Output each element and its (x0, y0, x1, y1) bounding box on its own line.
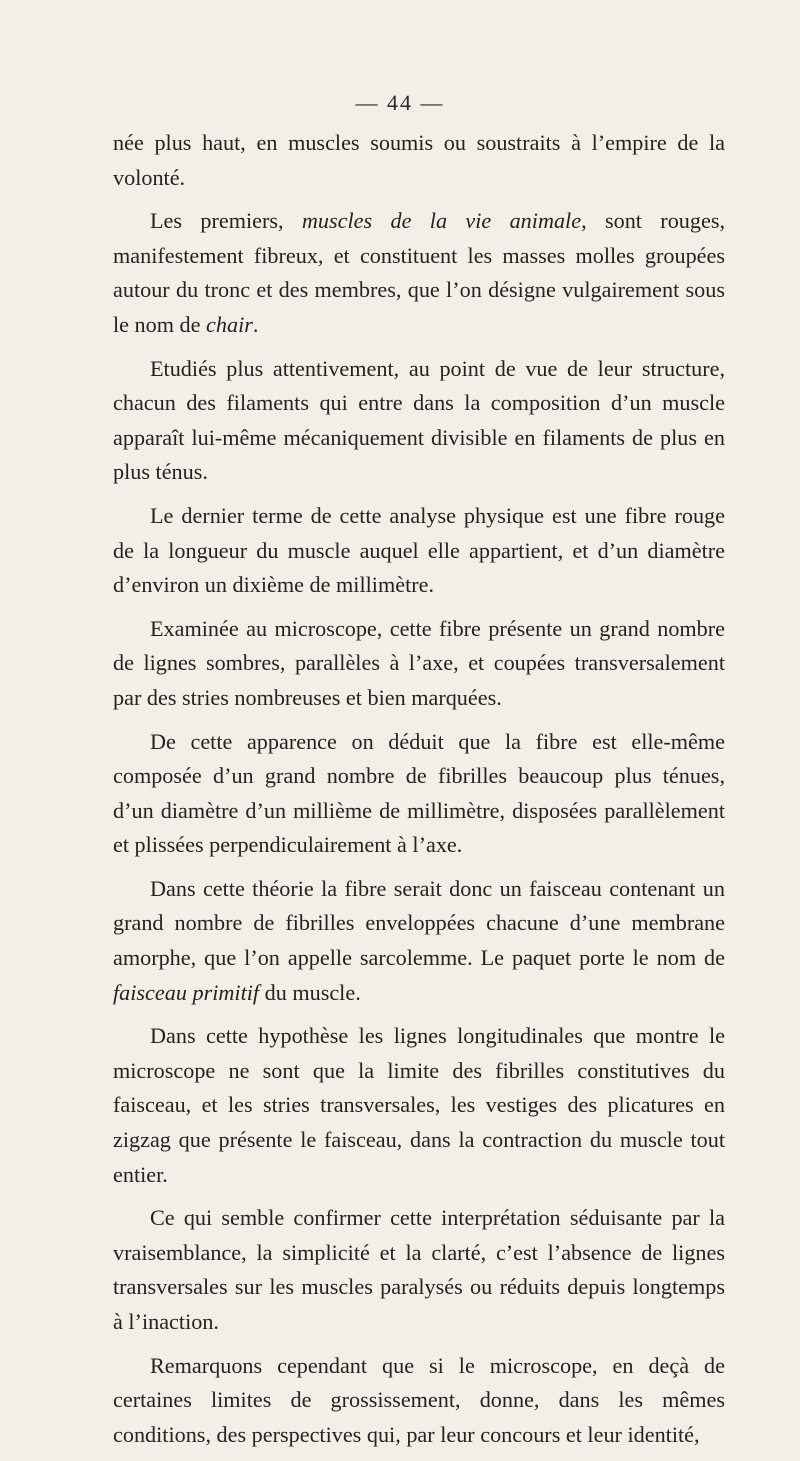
paragraph-text: Dans cette hypothèse les lignes longitudinales que montre le microscope ne sont que la limite des fibrilles constitutives du faisceau, et les stries transversales, les vestiges des plicatures en zigzag que présente le faisceau, dans la contraction du muscle tout entier. (113, 1023, 725, 1187)
paragraph (113, 872, 725, 1010)
paragraph (113, 499, 725, 603)
paragraph-text: du muscle. (259, 979, 361, 1005)
paragraph-text: Le dernier terme de cette analyse physique est une fibre rouge de la longueur du muscle auquel elle appartient, et d’un diamètre d’environ un dixième de millimètre. (113, 502, 725, 598)
body-text (113, 126, 725, 1461)
paragraph-text: Remarquons cependant que si le microscope, en deçà de certaines limites de grossissement, donne, dans les mêmes conditions, des perspectives qui, par leur concours et leur identité, (113, 1352, 725, 1447)
paragraph (113, 612, 725, 716)
paragraph-text: . (252, 311, 259, 337)
paragraph (113, 126, 725, 195)
paragraph (113, 1349, 725, 1453)
paragraph-text: De cette apparence on déduit que la fibre est elle-même composée d’un grand nombre de fibrilles beaucoup plus ténues, d’un diamètre d’un millième de millimètre, disposées parallèlement et plissées perpendiculairement à l’axe. (113, 728, 725, 858)
paragraph (113, 1019, 725, 1192)
paragraph-text: Examinée au microscope, cette fibre présente un grand nombre de lignes sombres, parallèles à l’axe, et coupées transversalement par des stries nombreuses et bien marquées. (113, 615, 725, 710)
page-number: — 44 — (355, 90, 445, 115)
paragraph-text: Dans cette théorie la fibre serait donc un faisceau contenant un grand nombre de fibrilles enveloppées chacune d’une membrane amorphe, que l’on appelle sarcolemme. Le paquet porte le nom de (113, 875, 725, 971)
paragraph (113, 725, 725, 863)
paragraph-text: née plus haut, en muscles soumis ou soustraits à l’empire de la volonté. (113, 130, 725, 190)
paragraph (113, 1201, 725, 1339)
paragraph-text: Les premiers, (150, 208, 302, 234)
paragraph-text: Etudiés plus attentivement, au point de vue de leur structure, chacun des filaments qui entre dans la composition d’un muscle apparaît lui-même mécaniquement divisible en filaments de plus en plus ténus. (113, 355, 725, 485)
paragraph-text: , sont rouges, manifestement fibreux, et constituent les masses molles groupées autour du tronc et des membres, que l’on désigne vulgairement sous le nom de (113, 208, 725, 337)
paragraph (113, 352, 725, 490)
paragraph (113, 204, 725, 342)
paragraph-text: Ce qui semble confirmer cette interprétation séduisante par la vraisemblance, la simplicité et la clarté, c’est l’absence de lignes transversales sur les muscles paralysés ou réduits depuis longtemps à l’inaction. (113, 1205, 725, 1334)
italic-term: muscles de la vie animale (301, 208, 582, 234)
italic-term: faisceau primitif (113, 979, 260, 1005)
italic-term: chair (206, 311, 253, 337)
